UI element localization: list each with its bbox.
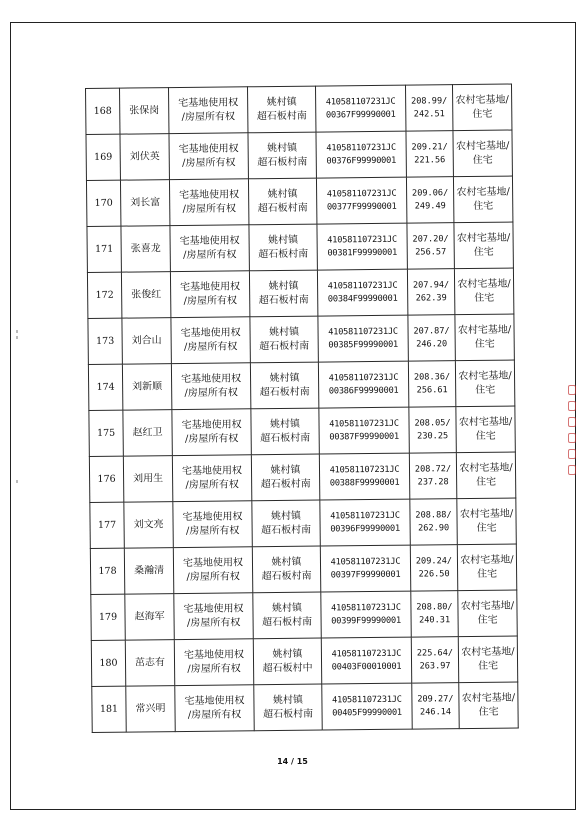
page-number: 14 / 15 <box>277 757 308 766</box>
right-type-cell: 宅基地使用权 /房屋所有权 <box>173 501 252 548</box>
location-cell: 姚村镇 超石板村南 <box>252 546 320 593</box>
unit-code-cell: 410581107231JC 00396F99990001 <box>320 499 410 546</box>
scan-speck <box>16 336 18 339</box>
land-use-cell: 农村宅基地/ 住宅 <box>459 682 518 729</box>
right-type-cell: 宅基地使用权 /房屋所有权 <box>169 133 248 180</box>
owner-name-cell: 刘新顺 <box>122 364 171 411</box>
location-cell: 姚村镇 超石板村中 <box>253 638 321 685</box>
right-type-cell: 宅基地使用权 /房屋所有权 <box>171 317 250 364</box>
land-use-cell: 农村宅基地/ 住宅 <box>455 360 514 407</box>
land-use-cell: 农村宅基地/ 住宅 <box>452 84 511 131</box>
owner-name-cell: 赵红卫 <box>123 410 172 457</box>
right-type-cell: 宅基地使用权 /房屋所有权 <box>170 271 249 318</box>
table-row <box>90 498 516 548</box>
table-row <box>92 682 518 732</box>
row-number-cell: 177 <box>90 502 124 548</box>
land-use-cell: 农村宅基地/ 住宅 <box>454 222 513 269</box>
location-cell: 姚村镇 超石板村南 <box>251 454 319 501</box>
unit-code-cell: 410581107231JC 00376F99990001 <box>316 131 406 178</box>
right-type-cell: 宅基地使用权 /房屋所有权 <box>169 179 248 226</box>
land-use-cell: 农村宅基地/ 住宅 <box>457 544 516 591</box>
location-cell: 姚村镇 超石板村南 <box>249 224 317 271</box>
owner-name-cell: 张保岗 <box>120 88 169 135</box>
right-type-cell: 宅基地使用权 /房屋所有权 <box>170 225 249 272</box>
area-cell: 209.27/ 246.14 <box>412 683 459 729</box>
table-row <box>86 176 512 226</box>
location-cell: 姚村镇 超石板村南 <box>250 362 318 409</box>
right-type-cell: 宅基地使用权 /房屋所有权 <box>174 639 253 686</box>
owner-name-cell: 常兴明 <box>126 686 175 733</box>
area-cell: 209.06/ 249.49 <box>406 177 453 223</box>
owner-name-cell: 刘用生 <box>123 456 172 503</box>
table-row <box>91 590 517 640</box>
row-number-cell: 171 <box>87 226 121 272</box>
land-use-cell: 农村宅基地/ 住宅 <box>456 406 515 453</box>
owner-name-cell: 茁志有 <box>125 640 174 687</box>
land-use-cell: 农村宅基地/ 住宅 <box>455 314 514 361</box>
table-row <box>89 452 515 502</box>
unit-code-cell: 410581107231JC 00384F99990001 <box>317 269 407 316</box>
table-row <box>86 84 512 134</box>
right-type-cell: 宅基地使用权 /房屋所有权 <box>169 87 248 134</box>
scan-speck <box>16 480 18 483</box>
row-number-cell: 175 <box>89 410 123 456</box>
location-cell: 姚村镇 超石板村南 <box>248 132 316 179</box>
row-number-cell: 181 <box>92 686 126 732</box>
location-cell: 姚村镇 超石板村南 <box>250 316 318 363</box>
row-number-cell: 178 <box>90 548 124 594</box>
area-cell: 207.87/ 246.20 <box>408 315 455 361</box>
right-type-cell: 宅基地使用权 /房屋所有权 <box>172 409 251 456</box>
side-stamp-mark <box>567 385 577 495</box>
unit-code-cell: 410581107231JC 00405F99990001 <box>322 683 412 730</box>
right-type-cell: 宅基地使用权 /房屋所有权 <box>173 547 252 594</box>
owner-name-cell: 刘文亮 <box>124 502 173 549</box>
unit-code-cell: 410581107231JC 00387F99990001 <box>319 407 409 454</box>
right-type-cell: 宅基地使用权 /房屋所有权 <box>171 363 250 410</box>
owner-name-cell: 赵海军 <box>125 594 174 641</box>
owner-name-cell: 刘长富 <box>120 180 169 227</box>
unit-code-cell: 410581107231JC 00381F99990001 <box>317 223 407 270</box>
table-row <box>88 314 514 364</box>
area-cell: 208.99/ 242.51 <box>405 85 452 131</box>
area-cell: 209.24/ 226.50 <box>410 545 457 591</box>
land-use-cell: 农村宅基地/ 住宅 <box>458 590 517 637</box>
row-number-cell: 169 <box>86 134 120 180</box>
row-number-cell: 179 <box>91 594 125 640</box>
land-use-cell: 农村宅基地/ 住宅 <box>454 268 513 315</box>
unit-code-cell: 410581107231JC 00385F99990001 <box>318 315 408 362</box>
land-use-cell: 农村宅基地/ 住宅 <box>453 130 512 177</box>
registration-table <box>85 84 519 733</box>
unit-code-cell: 410581107231JC 00377F99990001 <box>316 177 406 224</box>
owner-name-cell: 张喜龙 <box>121 226 170 273</box>
land-use-cell: 农村宅基地/ 住宅 <box>458 636 517 683</box>
location-cell: 姚村镇 超石板村南 <box>254 684 322 731</box>
right-type-cell: 宅基地使用权 /房屋所有权 <box>175 685 254 732</box>
owner-name-cell: 张俊红 <box>121 272 170 319</box>
location-cell: 姚村镇 超石板村南 <box>252 500 320 547</box>
location-cell: 姚村镇 超石板村南 <box>247 86 315 133</box>
area-cell: 207.20/ 256.57 <box>407 223 454 269</box>
table-row <box>86 130 512 180</box>
area-cell: 208.72/ 237.28 <box>409 453 456 499</box>
unit-code-cell: 410581107231JC 00367F99990001 <box>315 85 405 132</box>
location-cell: 姚村镇 超石板村南 <box>249 270 317 317</box>
area-cell: 207.94/ 262.39 <box>407 269 454 315</box>
row-number-cell: 173 <box>88 318 122 364</box>
unit-code-cell: 410581107231JC 00403F00010001 <box>321 637 411 684</box>
table-row <box>87 268 513 318</box>
table-row <box>91 636 517 686</box>
table-row <box>88 360 514 410</box>
location-cell: 姚村镇 超石板村南 <box>253 592 321 639</box>
row-number-cell: 176 <box>89 456 123 502</box>
unit-code-cell: 410581107231JC 00386F99990001 <box>318 361 408 408</box>
owner-name-cell: 刘伏英 <box>120 134 169 181</box>
table-row <box>90 544 516 594</box>
row-number-cell: 170 <box>86 180 120 226</box>
area-cell: 209.21/ 221.56 <box>406 131 453 177</box>
area-cell: 225.64/ 263.97 <box>411 637 458 683</box>
area-cell: 208.88/ 262.90 <box>410 499 457 545</box>
owner-name-cell: 刘合山 <box>122 318 171 365</box>
area-cell: 208.80/ 240.31 <box>411 591 458 637</box>
unit-code-cell: 410581107231JC 00397F99990001 <box>320 545 410 592</box>
unit-code-cell: 410581107231JC 00388F99990001 <box>319 453 409 500</box>
land-use-cell: 农村宅基地/ 住宅 <box>456 452 515 499</box>
scan-speck <box>16 330 18 333</box>
right-type-cell: 宅基地使用权 /房屋所有权 <box>172 455 251 502</box>
row-number-cell: 172 <box>87 272 121 318</box>
area-cell: 208.05/ 230.25 <box>409 407 456 453</box>
location-cell: 姚村镇 超石板村南 <box>248 178 316 225</box>
land-use-cell: 农村宅基地/ 住宅 <box>457 498 516 545</box>
land-use-cell: 农村宅基地/ 住宅 <box>453 176 512 223</box>
row-number-cell: 174 <box>88 364 122 410</box>
location-cell: 姚村镇 超石板村南 <box>251 408 319 455</box>
owner-name-cell: 桑瀚清 <box>124 548 173 595</box>
table-row <box>87 222 513 272</box>
area-cell: 208.36/ 256.61 <box>408 361 455 407</box>
unit-code-cell: 410581107231JC 00399F99990001 <box>321 591 411 638</box>
table-row <box>89 406 515 456</box>
right-type-cell: 宅基地使用权 /房屋所有权 <box>174 593 253 640</box>
row-number-cell: 180 <box>91 640 125 686</box>
row-number-cell: 168 <box>86 88 120 134</box>
